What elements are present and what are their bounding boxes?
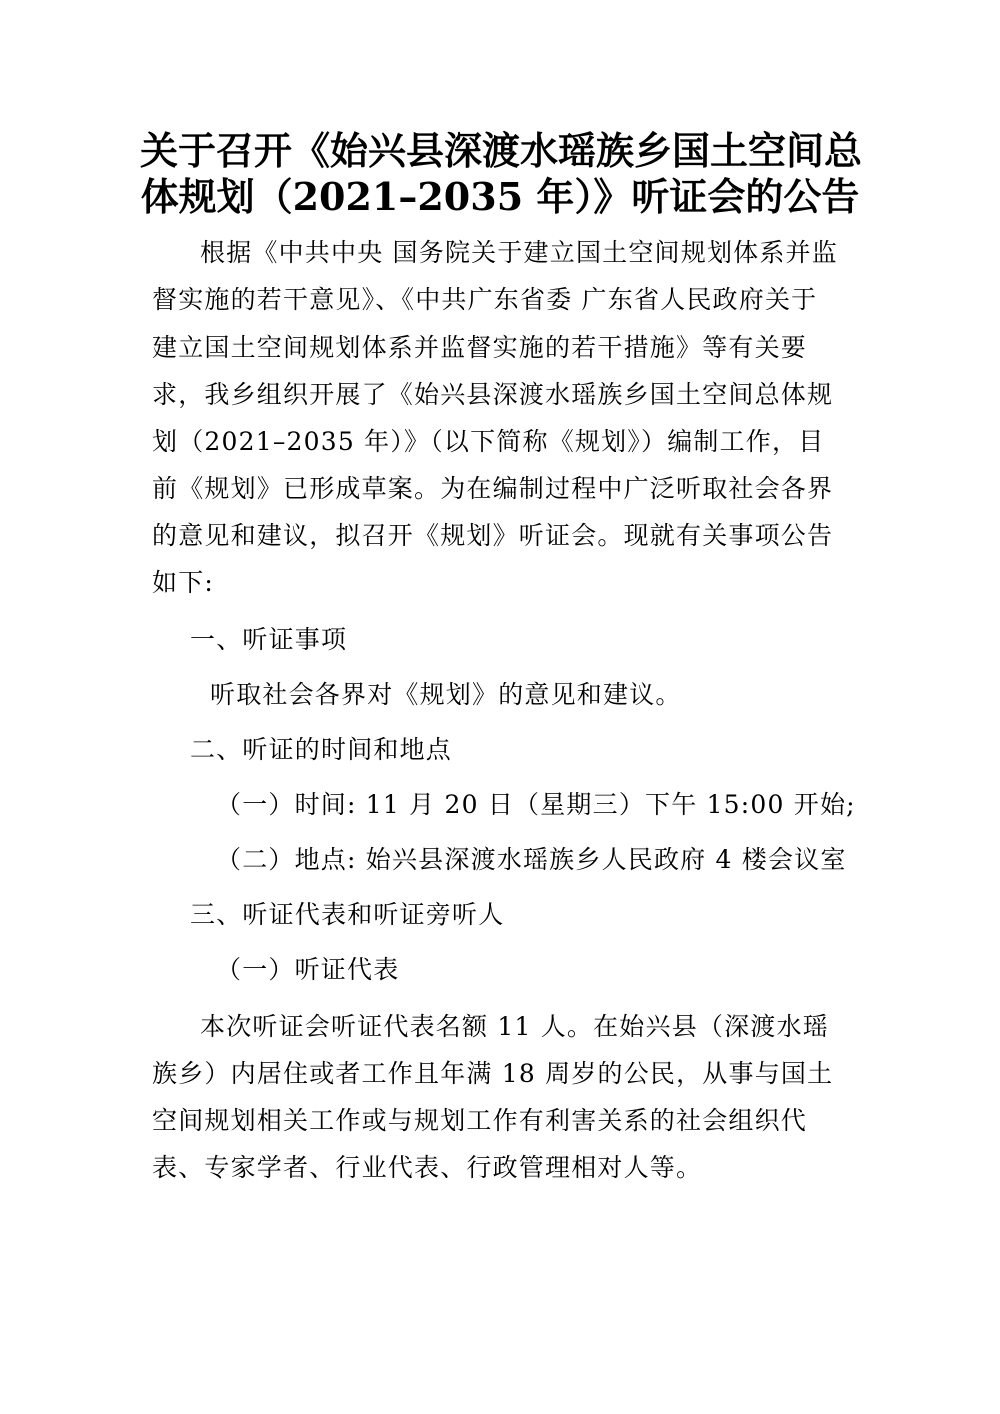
section-3-paragraph-line: 本次听证会听证代表名额 11 人。在始兴县（深渡水瑶 [200, 1012, 829, 1041]
intro-line: 如下: [152, 568, 215, 597]
section-3-paragraph-line: 表、专家学者、行业代表、行政管理相对人等。 [152, 1153, 703, 1182]
intro-line: 根据《中共中央 国务院关于建立国土空间规划体系并监 [200, 238, 838, 267]
section-1-text: 听取社会各界对《规划》的意见和建议。 [210, 680, 682, 709]
section-3-heading: 三、听证代表和听证旁听人 [190, 900, 505, 929]
intro-line: 划（2021–2035 年）》（以下简称《规划》）编制工作，目 [152, 427, 825, 456]
intro-line: 督实施的若干意见》、《中共广东省委 广东省人民政府关于 [152, 285, 818, 314]
section-2-heading: 二、听证的时间和地点 [190, 735, 453, 764]
section-3-subheading: （一）听证代表 [216, 955, 400, 984]
intro-line: 建立国土空间规划体系并监督实施的若干措施》等有关要 [152, 333, 808, 362]
section-2-time: （一）时间: 11 月 20 日（星期三）下午 15:00 开始; [216, 790, 856, 819]
section-3-paragraph-line: 族乡）内居住或者工作且年满 18 周岁的公民，从事与国土 [152, 1059, 834, 1088]
document-title-line-1: 关于召开《始兴县深渡水瑶族乡国土空间总 [140, 128, 863, 173]
section-2-location: （二）地点: 始兴县深渡水瑶族乡人民政府 4 楼会议室 [216, 845, 847, 874]
section-3-paragraph-line: 空间规划相关工作或与规划工作有利害关系的社会组织代 [152, 1106, 808, 1135]
section-1-heading: 一、听证事项 [190, 625, 348, 654]
intro-line: 的意见和建议，拟召开《规划》听证会。现就有关事项公告 [152, 521, 834, 550]
intro-line: 前《规划》已形成草案。为在编制过程中广泛听取社会各界 [152, 474, 834, 503]
document-title-line-2: 体规划（2021–2035 年）》听证会的公告 [140, 174, 860, 219]
intro-line: 求，我乡组织开展了《始兴县深渡水瑶族乡国土空间总体规 [152, 380, 834, 409]
